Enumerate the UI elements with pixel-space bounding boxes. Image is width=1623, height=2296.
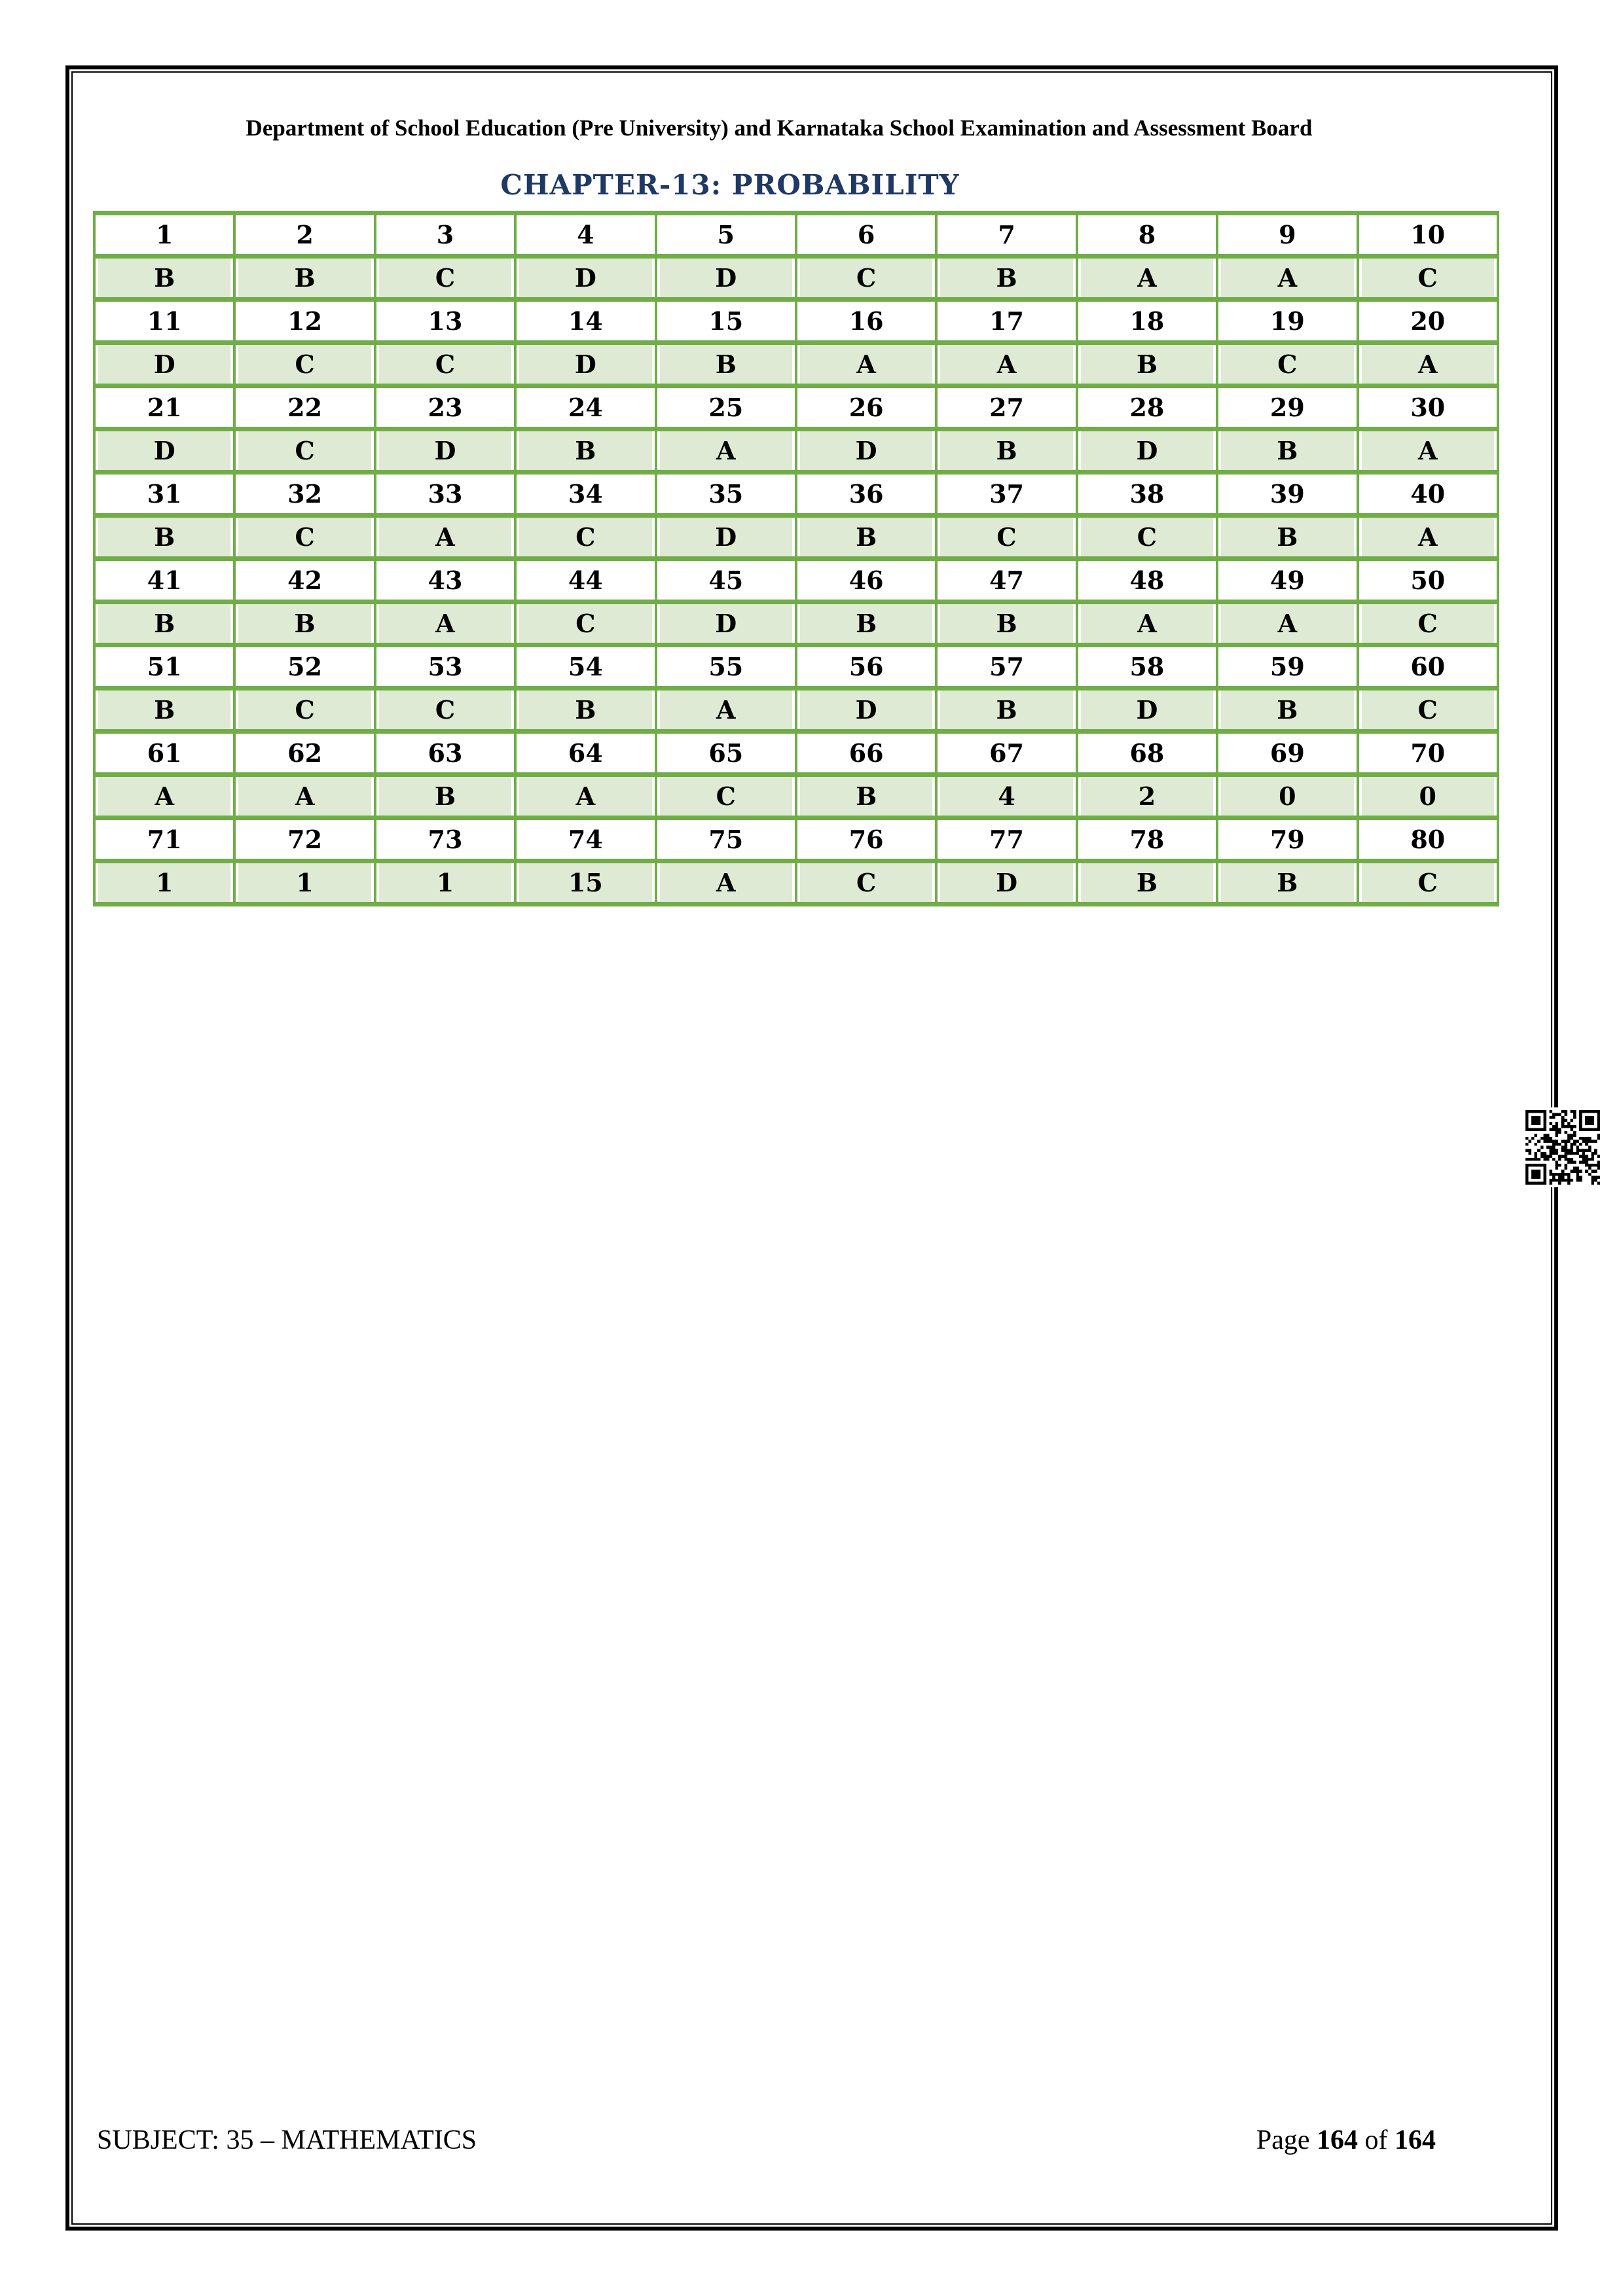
question-number-cell: 44 [515,559,655,602]
question-number-cell: 15 [656,300,796,343]
question-number-cell: 69 [1217,732,1357,775]
question-number-cell: 66 [796,732,936,775]
question-number-cell: 47 [936,559,1076,602]
answer-cell: C [515,602,655,645]
answer-cell: B [936,602,1076,645]
question-number-cell: 10 [1358,213,1498,257]
question-number-cell: 41 [94,559,234,602]
answer-cell: D [656,257,796,300]
footer-page-number [1256,2125,1436,2156]
answer-cell: B [234,602,374,645]
question-number-cell: 45 [656,559,796,602]
question-number-cell: 40 [1358,473,1498,516]
answer-cell: D [936,861,1076,905]
qr-code-image [1523,1107,1603,1187]
answer-cell: B [656,343,796,386]
question-number-cell: 56 [796,645,936,689]
answer-cell: A [1358,516,1498,559]
question-number-cell: 74 [515,818,655,861]
answer-cell: D [515,257,655,300]
question-number-cell: 5 [656,213,796,257]
question-number-cell: 71 [94,818,234,861]
question-number-cell: 38 [1077,473,1217,516]
answer-row [94,689,1498,732]
question-number-cell: 53 [375,645,515,689]
answer-cell: D [1077,429,1217,473]
question-number-cell: 68 [1077,732,1217,775]
answer-cell: B [515,429,655,473]
footer-page-current: 164 [1317,2125,1358,2155]
answer-cell: C [936,516,1076,559]
question-number-cell: 25 [656,386,796,429]
question-number-cell: 4 [515,213,655,257]
answer-cell: B [796,516,936,559]
answer-key-table [93,211,1499,906]
document-header: Department of School Education (Pre University) and Karnataka School Examination and Assessment Board [246,115,1313,141]
question-number-cell: 62 [234,732,374,775]
answer-row [94,257,1498,300]
answer-cell: C [234,429,374,473]
answer-cell: 0 [1358,775,1498,818]
question-number-cell: 24 [515,386,655,429]
question-number-cell: 58 [1077,645,1217,689]
answer-cell: B [375,775,515,818]
answer-cell: A [796,343,936,386]
answer-cell: A [234,775,374,818]
question-number-cell: 34 [515,473,655,516]
question-number-cell: 57 [936,645,1076,689]
question-number-cell: 75 [656,818,796,861]
question-number-cell: 16 [796,300,936,343]
question-number-cell: 12 [234,300,374,343]
answer-cell: C [656,775,796,818]
answer-cell: C [234,689,374,732]
question-number-cell: 30 [1358,386,1498,429]
question-number-cell: 19 [1217,300,1357,343]
question-number-cell: 2 [234,213,374,257]
answer-cell: C [1358,257,1498,300]
question-number-cell: 42 [234,559,374,602]
question-number-cell: 36 [796,473,936,516]
answer-cell: B [94,257,234,300]
question-number-cell: 33 [375,473,515,516]
answer-cell: B [1217,861,1357,905]
answer-cell: B [1217,689,1357,732]
answer-cell: B [796,602,936,645]
question-number-cell: 46 [796,559,936,602]
answer-cell: 0 [1217,775,1357,818]
answer-cell: 1 [375,861,515,905]
answer-cell: C [375,257,515,300]
question-number-cell: 76 [796,818,936,861]
answer-cell: B [936,257,1076,300]
answer-cell: C [515,516,655,559]
question-number-row [94,818,1498,861]
answer-cell: B [94,602,234,645]
answer-cell: A [94,775,234,818]
qr-code-icon [1525,1110,1600,1185]
question-number-cell: 21 [94,386,234,429]
question-number-cell: 67 [936,732,1076,775]
question-number-cell: 39 [1217,473,1357,516]
answer-key-body [94,213,1498,905]
answer-cell: B [1217,429,1357,473]
question-number-cell: 1 [94,213,234,257]
answer-cell: C [1077,516,1217,559]
answer-cell: 15 [515,861,655,905]
question-number-cell: 65 [656,732,796,775]
answer-row [94,775,1498,818]
answer-cell: B [94,689,234,732]
footer-page-prefix: Page [1256,2125,1310,2155]
question-number-cell: 29 [1217,386,1357,429]
answer-cell: 4 [936,775,1076,818]
question-number-cell: 55 [656,645,796,689]
question-number-cell: 35 [656,473,796,516]
answer-cell: C [1358,861,1498,905]
answer-cell: A [1358,429,1498,473]
answer-cell: C [796,257,936,300]
question-number-cell: 22 [234,386,374,429]
chapter-title: CHAPTER-13: PROBABILITY [500,169,960,201]
question-number-cell: 52 [234,645,374,689]
question-number-cell: 77 [936,818,1076,861]
question-number-cell: 51 [94,645,234,689]
question-number-cell: 49 [1217,559,1357,602]
answer-cell: A [1217,602,1357,645]
question-number-cell: 73 [375,818,515,861]
question-number-cell: 80 [1358,818,1498,861]
answer-row [94,343,1498,386]
question-number-cell: 27 [936,386,1076,429]
question-number-cell: 8 [1077,213,1217,257]
question-number-cell: 59 [1217,645,1357,689]
answer-cell: C [796,861,936,905]
question-number-cell: 60 [1358,645,1498,689]
question-number-cell: 20 [1358,300,1498,343]
question-number-cell: 50 [1358,559,1498,602]
answer-cell: D [796,689,936,732]
answer-cell: D [656,516,796,559]
question-number-cell: 28 [1077,386,1217,429]
answer-cell: D [656,602,796,645]
answer-row [94,516,1498,559]
question-number-cell: 6 [796,213,936,257]
answer-cell: C [234,516,374,559]
answer-cell: A [375,516,515,559]
question-number-cell: 9 [1217,213,1357,257]
answer-cell: B [1077,343,1217,386]
question-number-cell: 64 [515,732,655,775]
footer-subject: SUBJECT: 35 – MATHEMATICS [97,2125,477,2155]
question-number-cell: 54 [515,645,655,689]
answer-cell: C [1217,343,1357,386]
question-number-cell: 11 [94,300,234,343]
answer-cell: B [234,257,374,300]
answer-row [94,861,1498,905]
question-number-cell: 17 [936,300,1076,343]
answer-cell: A [515,775,655,818]
question-number-row [94,386,1498,429]
question-number-cell: 61 [94,732,234,775]
answer-cell: A [656,689,796,732]
question-number-row [94,473,1498,516]
answer-cell: C [375,689,515,732]
question-number-row [94,300,1498,343]
question-number-cell: 37 [936,473,1076,516]
answer-cell: D [375,429,515,473]
answer-cell: C [375,343,515,386]
answer-cell: B [1217,516,1357,559]
question-number-row [94,213,1498,257]
answer-cell: A [656,861,796,905]
answer-cell: D [94,429,234,473]
answer-cell: 1 [234,861,374,905]
question-number-row [94,559,1498,602]
question-number-row [94,645,1498,689]
question-number-cell: 18 [1077,300,1217,343]
answer-cell: B [796,775,936,818]
answer-cell: D [515,343,655,386]
question-number-cell: 79 [1217,818,1357,861]
answer-cell: C [1358,602,1498,645]
answer-cell: D [1077,689,1217,732]
answer-cell: A [1358,343,1498,386]
question-number-cell: 48 [1077,559,1217,602]
question-number-cell: 63 [375,732,515,775]
answer-cell: A [936,343,1076,386]
question-number-cell: 43 [375,559,515,602]
answer-cell: D [94,343,234,386]
answer-cell: D [796,429,936,473]
question-number-cell: 72 [234,818,374,861]
question-number-cell: 31 [94,473,234,516]
answer-row [94,602,1498,645]
answer-cell: C [234,343,374,386]
answer-cell: A [1077,257,1217,300]
question-number-cell: 14 [515,300,655,343]
question-number-cell: 13 [375,300,515,343]
answer-row [94,429,1498,473]
answer-cell: A [375,602,515,645]
answer-cell: A [1217,257,1357,300]
question-number-cell: 78 [1077,818,1217,861]
question-number-cell: 3 [375,213,515,257]
answer-cell: A [656,429,796,473]
footer-page-of: of [1364,2125,1388,2155]
question-number-cell: 26 [796,386,936,429]
question-number-cell: 7 [936,213,1076,257]
answer-cell: C [1358,689,1498,732]
answer-cell: B [515,689,655,732]
footer-page-total: 164 [1395,2125,1436,2155]
answer-cell: A [1077,602,1217,645]
answer-cell: B [936,429,1076,473]
question-number-cell: 70 [1358,732,1498,775]
answer-cell: B [94,516,234,559]
question-number-row [94,732,1498,775]
answer-cell: 1 [94,861,234,905]
question-number-cell: 32 [234,473,374,516]
answer-cell: 2 [1077,775,1217,818]
question-number-cell: 23 [375,386,515,429]
answer-cell: B [1077,861,1217,905]
answer-cell: B [936,689,1076,732]
